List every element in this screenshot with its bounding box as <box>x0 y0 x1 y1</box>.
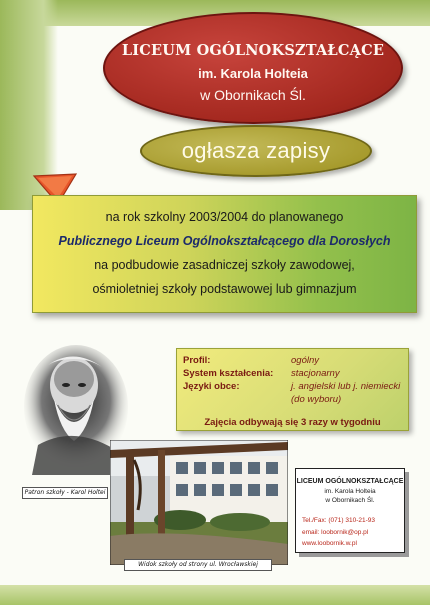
title-oval <box>103 12 403 124</box>
school-building-photo <box>110 440 288 565</box>
intro-line-1: na rok szkolny 2003/2004 do planowanego <box>105 210 344 224</box>
bottom-green-band <box>0 585 430 605</box>
contact-website-link[interactable]: www.loobornik.w.pl <box>302 540 357 547</box>
contact-city: w Obornikach Śl. <box>325 497 375 504</box>
announcement-oval <box>140 125 372 177</box>
schedule-note: Zajęcia odbywają się 3 razy w tygodniu <box>204 417 381 428</box>
intro-line-4: ośmioletniej szkoły podstawowej lub gimnazjum <box>92 282 357 296</box>
intro-line-3: na podbudowie zasadniczej szkoły zawodowej, <box>94 258 355 272</box>
intro-box <box>32 195 417 313</box>
intro-line-2: Publicznego Liceum Ogólnokształcącego dla Dorosłych <box>58 234 391 248</box>
school-title: LICEUM OGÓLNOKSZTAŁCĄCE <box>121 42 385 59</box>
detail-row-languages <box>183 381 404 393</box>
portrait-caption: Patron szkoły - Karol Holtei <box>22 487 108 499</box>
detail-value: ogólny <box>291 355 319 366</box>
detail-label: System kształcenia: <box>183 368 274 379</box>
detail-row-choice <box>183 394 404 406</box>
detail-row-system <box>183 368 404 380</box>
school-location: w Obornikach Śl. <box>200 87 306 103</box>
detail-label: Języki obce: <box>183 381 240 392</box>
detail-value: (do wyboru) <box>291 394 342 405</box>
announcement-text: ogłasza zapisy <box>181 138 331 163</box>
detail-row-profile <box>183 355 404 367</box>
contact-school-name: LICEUM OGÓLNOKSZTAŁCĄCE <box>296 478 404 485</box>
school-patron: im. Karola Holteia <box>198 66 308 81</box>
details-box <box>176 348 409 431</box>
contact-email-link[interactable]: email: loobornik@op.pl <box>302 529 369 536</box>
detail-label: Profil: <box>183 355 211 366</box>
contact-phone: Tel./Fax: (071) 310-21-93 <box>302 517 375 524</box>
detail-value: stacjonarny <box>291 368 340 379</box>
photo-caption: Widok szkoły od strony ul. Wrocławskiej <box>124 559 272 571</box>
contact-card <box>295 468 405 553</box>
contact-patron: im. Karola Holteia <box>324 488 376 495</box>
detail-value: j. angielski lub j. niemiecki <box>291 381 401 392</box>
